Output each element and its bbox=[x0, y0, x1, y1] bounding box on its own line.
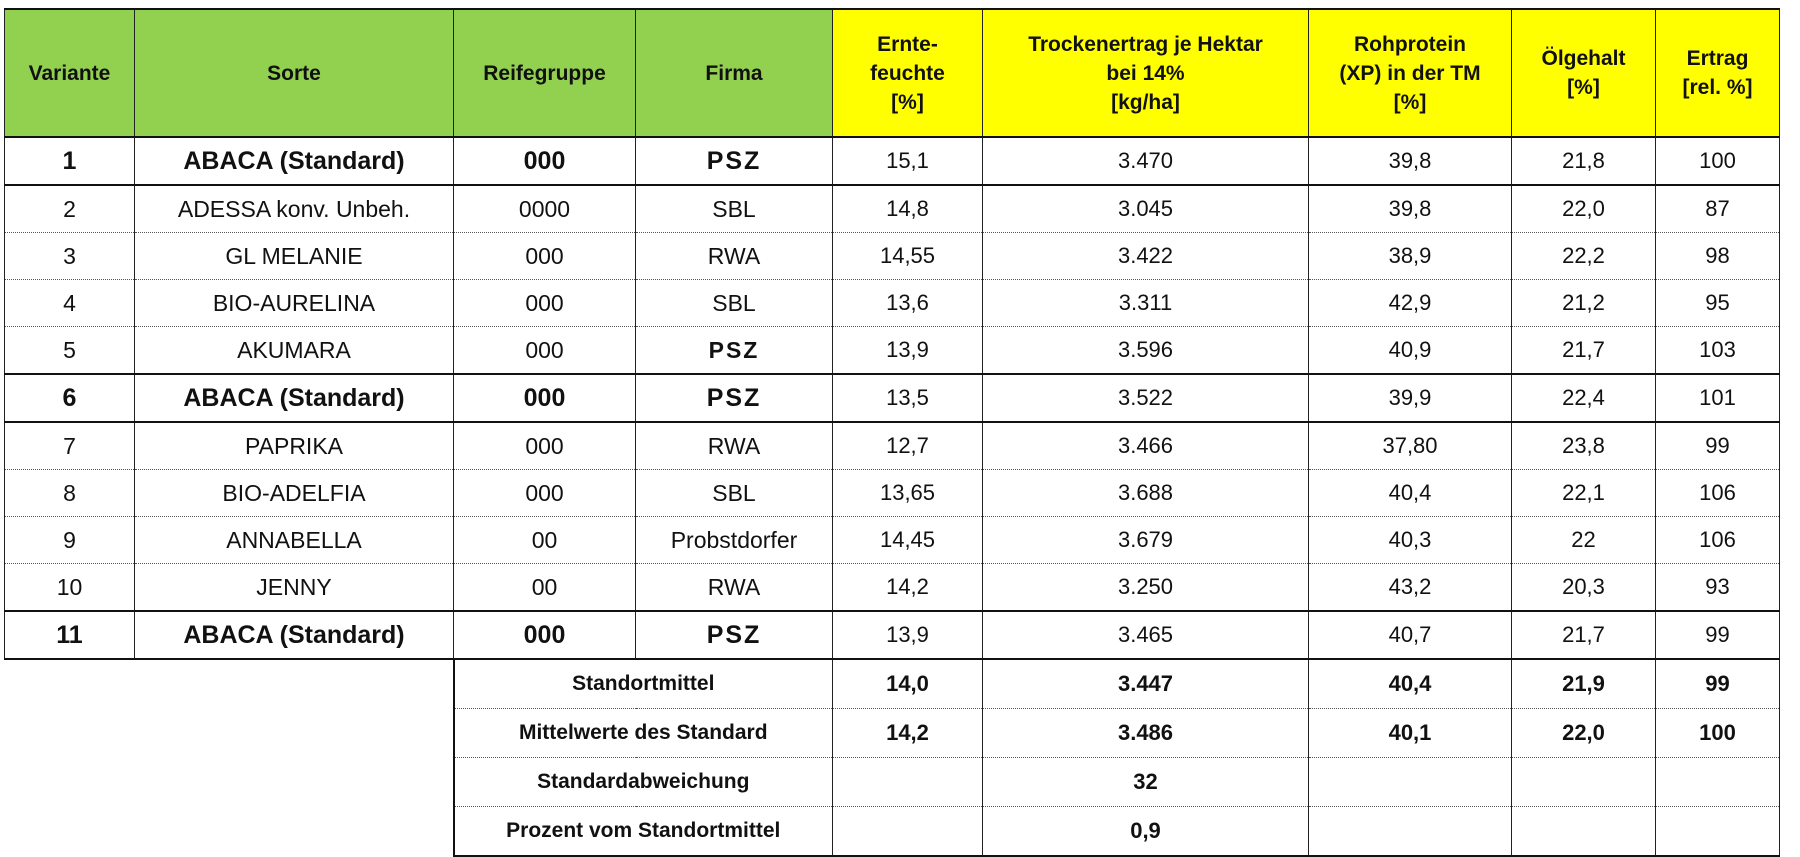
ertrag-ha-cell: 3.470 bbox=[983, 137, 1309, 185]
empty-cell bbox=[5, 758, 454, 807]
ertrag-ha-cell: 3.465 bbox=[983, 611, 1309, 659]
sorte-cell: ANNABELLA bbox=[135, 517, 454, 564]
firma-cell: PSZ bbox=[636, 611, 833, 659]
summary-rel-cell bbox=[1656, 758, 1780, 807]
variante-cell: 3 bbox=[5, 233, 135, 280]
protein-cell: 43,2 bbox=[1309, 564, 1512, 612]
table-row bbox=[5, 611, 1780, 659]
ertrag-ha-cell: 3.045 bbox=[983, 185, 1309, 233]
summary-oel-cell bbox=[1512, 758, 1656, 807]
variante-cell: 2 bbox=[5, 185, 135, 233]
rel-cell: 101 bbox=[1656, 374, 1780, 422]
header-firma: Firma bbox=[636, 9, 833, 137]
feuchte-cell: 13,9 bbox=[833, 611, 983, 659]
rel-cell: 106 bbox=[1656, 470, 1780, 517]
variante-cell: 1 bbox=[5, 137, 135, 185]
table-row bbox=[5, 137, 1780, 185]
rel-cell: 98 bbox=[1656, 233, 1780, 280]
sorte-cell: BIO-ADELFIA bbox=[135, 470, 454, 517]
sorte-cell: ABACA (Standard) bbox=[135, 611, 454, 659]
summary-feuchte-cell bbox=[833, 758, 983, 807]
rel-cell: 99 bbox=[1656, 422, 1780, 470]
summary-feuchte-cell: 14,2 bbox=[833, 709, 983, 758]
table-row bbox=[5, 233, 1780, 280]
ertrag-ha-cell: 3.596 bbox=[983, 327, 1309, 375]
protein-cell: 37,80 bbox=[1309, 422, 1512, 470]
summary-row bbox=[5, 807, 1780, 857]
summary-protein-cell bbox=[1309, 807, 1512, 857]
firma-cell: SBL bbox=[636, 280, 833, 327]
firma-cell: Probstdorfer bbox=[636, 517, 833, 564]
firma-cell: RWA bbox=[636, 564, 833, 612]
protein-cell: 38,9 bbox=[1309, 233, 1512, 280]
oel-cell: 21,7 bbox=[1512, 327, 1656, 375]
firma-cell: PSZ bbox=[636, 374, 833, 422]
table-row bbox=[5, 517, 1780, 564]
empty-cell bbox=[5, 659, 454, 709]
ertrag-ha-cell: 3.522 bbox=[983, 374, 1309, 422]
rel-cell: 103 bbox=[1656, 327, 1780, 375]
table-row bbox=[5, 564, 1780, 612]
header-oelgehalt: Ölgehalt [%] bbox=[1512, 9, 1656, 137]
reifegruppe-cell: 00 bbox=[454, 564, 636, 612]
feuchte-cell: 14,2 bbox=[833, 564, 983, 612]
protein-cell: 40,7 bbox=[1309, 611, 1512, 659]
protein-cell: 39,9 bbox=[1309, 374, 1512, 422]
header-row bbox=[5, 9, 1780, 137]
sorte-cell: ADESSA konv. Unbeh. bbox=[135, 185, 454, 233]
header-reifegruppe: Reifegruppe bbox=[454, 9, 636, 137]
table-row bbox=[5, 422, 1780, 470]
header-ertrag-rel: Ertrag [rel. %] bbox=[1656, 9, 1780, 137]
protein-cell: 39,8 bbox=[1309, 185, 1512, 233]
feuchte-cell: 14,45 bbox=[833, 517, 983, 564]
variante-cell: 9 bbox=[5, 517, 135, 564]
header-variante: Variante bbox=[5, 9, 135, 137]
firma-cell: SBL bbox=[636, 470, 833, 517]
summary-row bbox=[5, 709, 1780, 758]
protein-cell: 42,9 bbox=[1309, 280, 1512, 327]
header-trockenertrag: Trockenertrag je Hektar bei 14% [kg/ha] bbox=[983, 9, 1309, 137]
table-row bbox=[5, 185, 1780, 233]
summary-ertrag_ha-cell: 3.447 bbox=[983, 659, 1309, 709]
rel-cell: 95 bbox=[1656, 280, 1780, 327]
feuchte-cell: 13,6 bbox=[833, 280, 983, 327]
sorte-cell: BIO-AURELINA bbox=[135, 280, 454, 327]
summary-label: Mittelwerte des Standard bbox=[454, 709, 833, 758]
empty-cell bbox=[5, 709, 454, 758]
header-erntefeuchte: Ernte- feuchte [%] bbox=[833, 9, 983, 137]
table-row bbox=[5, 374, 1780, 422]
feuchte-cell: 13,9 bbox=[833, 327, 983, 375]
summary-label: Standardabweichung bbox=[454, 758, 833, 807]
summary-rel-cell bbox=[1656, 807, 1780, 857]
reifegruppe-cell: 000 bbox=[454, 422, 636, 470]
table-row bbox=[5, 327, 1780, 375]
summary-ertrag_ha-cell: 3.486 bbox=[983, 709, 1309, 758]
empty-cell bbox=[5, 807, 454, 857]
ertrag-ha-cell: 3.466 bbox=[983, 422, 1309, 470]
oel-cell: 21,8 bbox=[1512, 137, 1656, 185]
oel-cell: 21,7 bbox=[1512, 611, 1656, 659]
feuchte-cell: 14,55 bbox=[833, 233, 983, 280]
oel-cell: 22,1 bbox=[1512, 470, 1656, 517]
variante-cell: 10 bbox=[5, 564, 135, 612]
summary-oel-cell: 22,0 bbox=[1512, 709, 1656, 758]
summary-feuchte-cell bbox=[833, 807, 983, 857]
results-table bbox=[4, 8, 1780, 857]
feuchte-cell: 13,65 bbox=[833, 470, 983, 517]
summary-label: Standortmittel bbox=[454, 659, 833, 709]
rel-cell: 87 bbox=[1656, 185, 1780, 233]
ertrag-ha-cell: 3.422 bbox=[983, 233, 1309, 280]
reifegruppe-cell: 000 bbox=[454, 327, 636, 375]
firma-cell: SBL bbox=[636, 185, 833, 233]
summary-row bbox=[5, 758, 1780, 807]
variante-cell: 5 bbox=[5, 327, 135, 375]
feuchte-cell: 14,8 bbox=[833, 185, 983, 233]
reifegruppe-cell: 0000 bbox=[454, 185, 636, 233]
ertrag-ha-cell: 3.311 bbox=[983, 280, 1309, 327]
firma-cell: RWA bbox=[636, 422, 833, 470]
protein-cell: 39,8 bbox=[1309, 137, 1512, 185]
summary-ertrag_ha-cell: 0,9 bbox=[983, 807, 1309, 857]
variante-cell: 8 bbox=[5, 470, 135, 517]
reifegruppe-cell: 000 bbox=[454, 233, 636, 280]
sorte-cell: GL MELANIE bbox=[135, 233, 454, 280]
sorte-cell: ABACA (Standard) bbox=[135, 374, 454, 422]
sorte-cell: AKUMARA bbox=[135, 327, 454, 375]
protein-cell: 40,9 bbox=[1309, 327, 1512, 375]
oel-cell: 22,2 bbox=[1512, 233, 1656, 280]
rel-cell: 99 bbox=[1656, 611, 1780, 659]
feuchte-cell: 15,1 bbox=[833, 137, 983, 185]
summary-row bbox=[5, 659, 1780, 709]
oel-cell: 21,2 bbox=[1512, 280, 1656, 327]
variante-cell: 11 bbox=[5, 611, 135, 659]
oel-cell: 22,4 bbox=[1512, 374, 1656, 422]
variante-cell: 6 bbox=[5, 374, 135, 422]
sorte-cell: PAPRIKA bbox=[135, 422, 454, 470]
feuchte-cell: 13,5 bbox=[833, 374, 983, 422]
oel-cell: 22 bbox=[1512, 517, 1656, 564]
sorte-cell: ABACA (Standard) bbox=[135, 137, 454, 185]
firma-cell: PSZ bbox=[636, 137, 833, 185]
summary-ertrag_ha-cell: 32 bbox=[983, 758, 1309, 807]
reifegruppe-cell: 000 bbox=[454, 280, 636, 327]
header-rohprotein: Rohprotein (XP) in der TM [%] bbox=[1309, 9, 1512, 137]
oel-cell: 22,0 bbox=[1512, 185, 1656, 233]
summary-oel-cell: 21,9 bbox=[1512, 659, 1656, 709]
ertrag-ha-cell: 3.679 bbox=[983, 517, 1309, 564]
summary-oel-cell bbox=[1512, 807, 1656, 857]
oel-cell: 23,8 bbox=[1512, 422, 1656, 470]
reifegruppe-cell: 000 bbox=[454, 470, 636, 517]
oel-cell: 20,3 bbox=[1512, 564, 1656, 612]
feuchte-cell: 12,7 bbox=[833, 422, 983, 470]
ertrag-ha-cell: 3.250 bbox=[983, 564, 1309, 612]
summary-protein-cell bbox=[1309, 758, 1512, 807]
variante-cell: 4 bbox=[5, 280, 135, 327]
variante-cell: 7 bbox=[5, 422, 135, 470]
rel-cell: 106 bbox=[1656, 517, 1780, 564]
protein-cell: 40,4 bbox=[1309, 470, 1512, 517]
summary-feuchte-cell: 14,0 bbox=[833, 659, 983, 709]
table-row bbox=[5, 470, 1780, 517]
summary-protein-cell: 40,4 bbox=[1309, 659, 1512, 709]
ertrag-ha-cell: 3.688 bbox=[983, 470, 1309, 517]
summary-rel-cell: 99 bbox=[1656, 659, 1780, 709]
summary-protein-cell: 40,1 bbox=[1309, 709, 1512, 758]
protein-cell: 40,3 bbox=[1309, 517, 1512, 564]
reifegruppe-cell: 000 bbox=[454, 374, 636, 422]
rel-cell: 93 bbox=[1656, 564, 1780, 612]
summary-label: Prozent vom Standortmittel bbox=[454, 807, 833, 857]
firma-cell: PSZ bbox=[636, 327, 833, 375]
rel-cell: 100 bbox=[1656, 137, 1780, 185]
reifegruppe-cell: 000 bbox=[454, 611, 636, 659]
sorte-cell: JENNY bbox=[135, 564, 454, 612]
reifegruppe-cell: 00 bbox=[454, 517, 636, 564]
reifegruppe-cell: 000 bbox=[454, 137, 636, 185]
summary-rel-cell: 100 bbox=[1656, 709, 1780, 758]
table-row bbox=[5, 280, 1780, 327]
header-sorte: Sorte bbox=[135, 9, 454, 137]
firma-cell: RWA bbox=[636, 233, 833, 280]
